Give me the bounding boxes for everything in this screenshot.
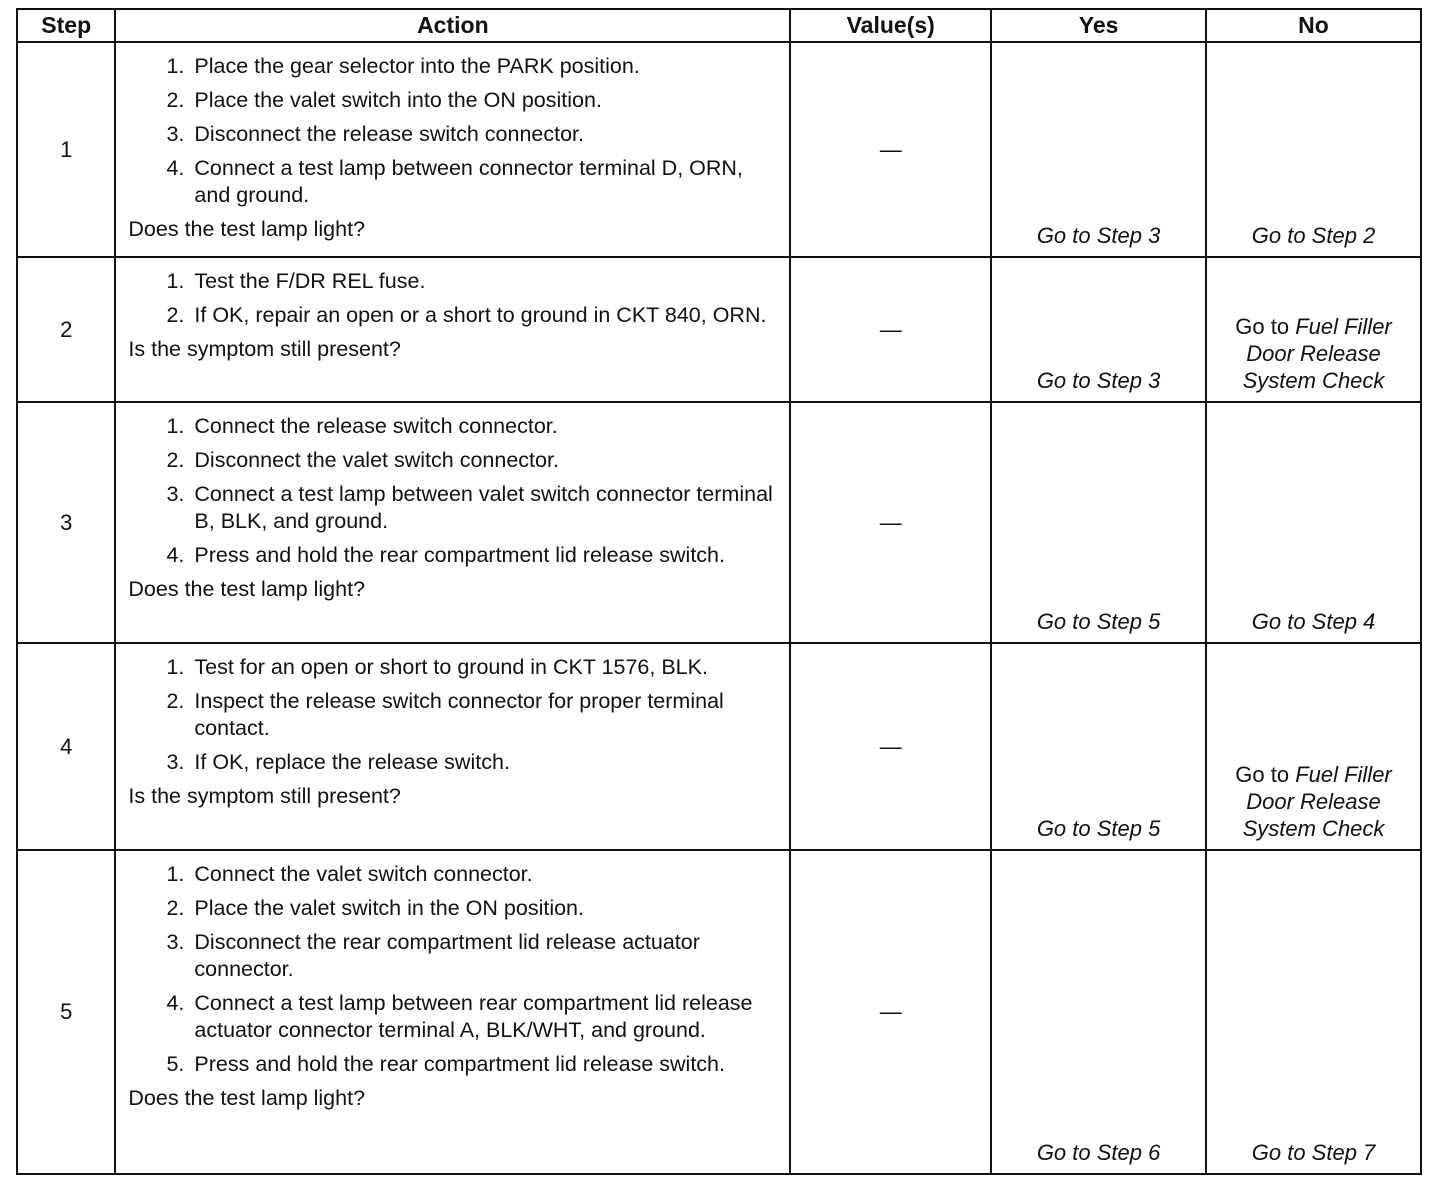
action-text: Test for an open or short to ground in CKT 1576, BLK. [194, 655, 708, 680]
action-text: If OK, replace the release switch. [194, 750, 510, 775]
step-question: Does the test lamp light? [128, 576, 366, 601]
no-link[interactable] [1207, 313, 1420, 394]
action-text: Press and hold the rear compartment lid release switch. [194, 542, 725, 567]
action-number: 1. [166, 862, 185, 887]
action-number: 3. [166, 930, 185, 955]
action-cell [115, 643, 790, 850]
action-text: Test the F/DR REL fuse. [194, 269, 426, 294]
action-number: 4. [166, 542, 185, 567]
action-number: 2. [166, 896, 185, 921]
no-link[interactable]: Go to Step 4 [1251, 609, 1376, 635]
yes-link[interactable]: Go to Step 5 [1036, 609, 1161, 635]
list-item [128, 929, 779, 983]
step-number: 3 [17, 402, 115, 643]
yes-cell [991, 643, 1206, 850]
header-yes: Yes [991, 9, 1206, 42]
header-action: Action [115, 9, 790, 42]
list-item [128, 268, 779, 295]
table-row [17, 257, 1421, 402]
table-row [17, 643, 1421, 850]
action-cell [115, 850, 790, 1174]
list-item [128, 302, 779, 329]
action-list [128, 413, 779, 569]
table-row [17, 42, 1421, 257]
header-row [17, 9, 1421, 42]
action-cell [115, 42, 790, 257]
step-number: 5 [17, 850, 115, 1174]
no-link[interactable]: Go to Step 2 [1251, 223, 1376, 249]
action-cell [115, 257, 790, 402]
value-cell: — [790, 643, 991, 850]
list-item [128, 861, 779, 888]
header-no: No [1206, 9, 1421, 42]
yes-cell [991, 850, 1206, 1174]
action-text: Inspect the release switch connector for proper terminal contact. [194, 689, 724, 741]
action-number: 3. [166, 750, 185, 775]
no-link-prefix: Go to [1235, 313, 1290, 339]
list-item [128, 447, 779, 474]
action-number: 3. [166, 122, 185, 146]
list-item [128, 53, 779, 80]
action-number: 1. [166, 269, 185, 294]
action-list [128, 861, 779, 1078]
action-text: Connect the release switch connector. [194, 413, 558, 438]
value-cell: — [790, 402, 991, 643]
action-text: Disconnect the rear compartment lid release actuator connector. [194, 930, 700, 982]
list-item [128, 749, 779, 776]
table-row [17, 850, 1421, 1174]
no-cell [1206, 402, 1421, 643]
no-cell [1206, 42, 1421, 257]
list-item [128, 542, 779, 569]
action-text: Connect the valet switch connector. [194, 862, 533, 887]
action-list [128, 268, 779, 329]
no-link-target: Fuel Filler Door Release System Check [1242, 762, 1392, 842]
step-number: 4 [17, 643, 115, 850]
no-link[interactable]: Go to Step 7 [1251, 1140, 1376, 1165]
step-question: Does the test lamp light? [128, 217, 366, 241]
action-text: Connect a test lamp between rear compartment lid release actuator connector terminal A, BLK/WHT, and ground. [194, 991, 753, 1043]
action-number: 2. [166, 689, 185, 714]
step-question: Is the symptom still present? [128, 337, 401, 362]
list-item [128, 1051, 779, 1078]
no-link[interactable] [1207, 761, 1420, 842]
action-text: Disconnect the valet switch connector. [194, 447, 559, 472]
list-item [128, 121, 779, 148]
list-item [128, 895, 779, 922]
list-item [128, 990, 779, 1044]
header-step: Step [17, 9, 115, 42]
action-cell [115, 402, 790, 643]
value-cell: — [790, 42, 991, 257]
action-number: 1. [166, 54, 185, 78]
diagnostic-table [16, 8, 1422, 1175]
action-text: Press and hold the rear compartment lid release switch. [194, 1052, 725, 1077]
list-item [128, 654, 779, 681]
action-number: 4. [166, 991, 185, 1016]
list-item [128, 413, 779, 440]
action-number: 5. [166, 1052, 185, 1077]
action-text: Place the valet switch in the ON position. [194, 896, 584, 921]
action-text: Place the gear selector into the PARK position. [194, 54, 640, 78]
yes-link[interactable]: Go to Step 5 [1036, 816, 1161, 842]
list-item [128, 688, 779, 742]
action-number: 4. [166, 156, 185, 180]
step-number: 2 [17, 257, 115, 402]
no-cell [1206, 257, 1421, 402]
action-number: 3. [166, 481, 185, 506]
action-list [128, 53, 779, 209]
step-question: Does the test lamp light? [128, 1086, 366, 1111]
step-number: 1 [17, 42, 115, 257]
step-question: Is the symptom still present? [128, 784, 401, 809]
list-item [128, 481, 779, 535]
action-number: 2. [166, 447, 185, 472]
action-text: Connect a test lamp between connector terminal D, ORN, and ground. [194, 156, 743, 207]
action-number: 2. [166, 88, 185, 112]
table-body [17, 42, 1421, 1174]
action-text: Disconnect the release switch connector. [194, 122, 584, 146]
value-cell: — [790, 850, 991, 1174]
yes-link[interactable]: Go to Step 3 [1036, 223, 1161, 249]
action-number: 1. [166, 413, 185, 438]
action-text: Connect a test lamp between valet switch connector terminal B, BLK, and ground. [194, 481, 773, 533]
action-list [128, 654, 779, 776]
action-text: If OK, repair an open or a short to ground in CKT 840, ORN. [194, 303, 767, 328]
list-item [128, 155, 779, 209]
yes-cell [991, 42, 1206, 257]
action-text: Place the valet switch into the ON position. [194, 88, 602, 112]
yes-link[interactable]: Go to Step 3 [1036, 367, 1161, 393]
value-cell: — [790, 257, 991, 402]
yes-cell [991, 257, 1206, 402]
action-number: 2. [166, 303, 185, 328]
no-link-prefix: Go to [1235, 762, 1290, 788]
list-item [128, 87, 779, 114]
header-value: Value(s) [790, 9, 991, 42]
yes-link[interactable]: Go to Step 6 [1036, 1140, 1161, 1165]
no-link-target: Fuel Filler Door Release System Check [1242, 313, 1392, 393]
yes-cell [991, 402, 1206, 643]
no-cell [1206, 850, 1421, 1174]
table-row [17, 402, 1421, 643]
action-number: 1. [166, 655, 185, 680]
no-cell [1206, 643, 1421, 850]
